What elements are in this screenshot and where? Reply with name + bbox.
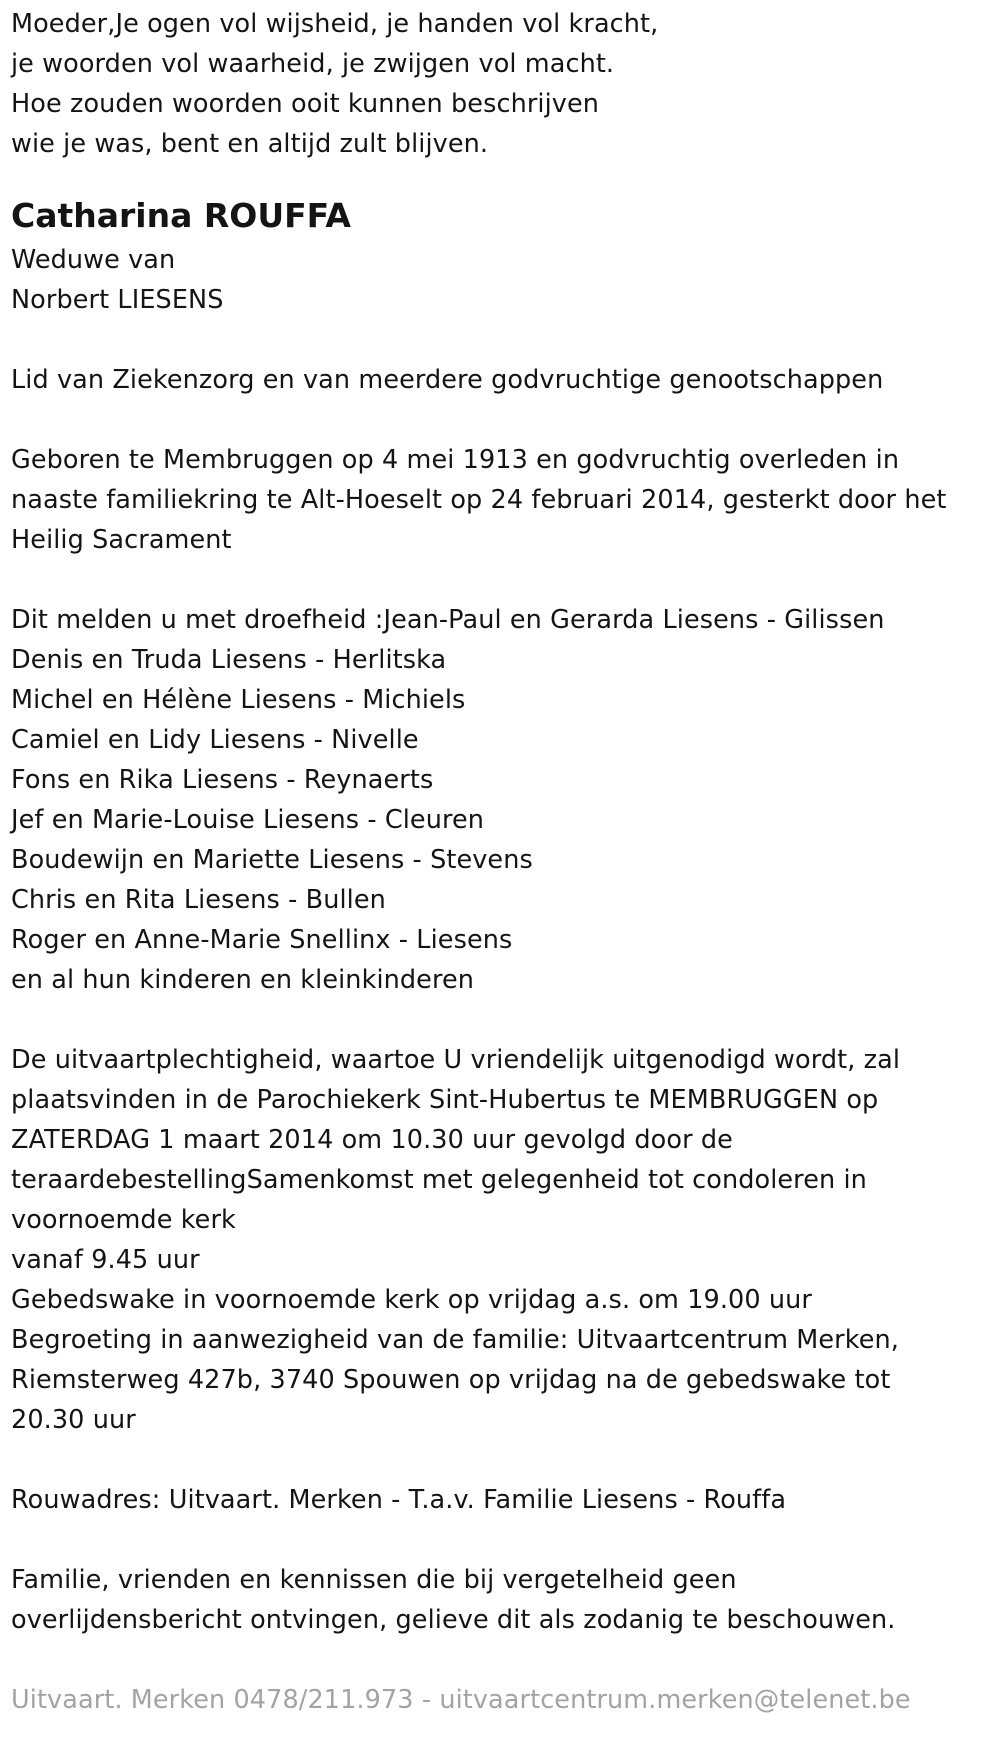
family-line: Boudewijn en Mariette Liesens - Stevens	[11, 845, 533, 875]
ceremony-line: Riemsterweg 427b, 3740 Spouwen op vrijdag na de gebedswake tot	[11, 1365, 891, 1395]
mourning-address: Rouwadres: Uitvaart. Merken - T.a.v. Familie Liesens - Rouffa	[11, 1485, 787, 1515]
ceremony-section	[11, 1040, 991, 1440]
spouse-name: Norbert LIESENS	[11, 285, 224, 315]
family-line: Fons en Rika Liesens - Reynaerts	[11, 765, 434, 795]
poem-line: wie je was, bent en altijd zult blijven.	[11, 129, 489, 159]
closing-line: overlijdensbericht ontvingen, gelieve dit als zodanig te beschouwen.	[11, 1605, 896, 1635]
funeral-home-contact: Uitvaart. Merken 0478/211.973 - uitvaartcentrum.merken@telenet.be	[11, 1685, 911, 1715]
family-line: Camiel en Lidy Liesens - Nivelle	[11, 725, 419, 755]
deceased-name: Catharina ROUFFA	[11, 196, 351, 235]
closing-line: Familie, vrienden en kennissen die bij vergetelheid geen	[11, 1565, 737, 1595]
family-line: Jef en Marie-Louise Liesens - Cleuren	[11, 805, 485, 835]
family-line: Chris en Rita Liesens - Bullen	[11, 885, 386, 915]
spacer	[11, 400, 991, 440]
ceremony-line: vanaf 9.45 uur	[11, 1245, 200, 1275]
family-line: Dit melden u met droefheid :Jean-Paul en Gerarda Liesens - Gilissen	[11, 605, 885, 635]
birth-death-line: Heilig Sacrament	[11, 525, 232, 555]
ceremony-line: 20.30 uur	[11, 1405, 136, 1435]
ceremony-line: teraardebestellingSamenkomst met gelegenheid tot condoleren in	[11, 1165, 867, 1195]
birth-death-line: Geboren te Membruggen op 4 mei 1913 en godvruchtig overleden in	[11, 445, 900, 475]
ceremony-line: ZATERDAG 1 maart 2014 om 10.30 uur gevolgd door de	[11, 1125, 733, 1155]
family-line: Michel en Hélène Liesens - Michiels	[11, 685, 466, 715]
poem-line: je woorden vol waarheid, je zwijgen vol macht.	[11, 49, 615, 79]
widow-label: Weduwe van	[11, 245, 176, 275]
ceremony-line: Begroeting in aanwezigheid van de familie: Uitvaartcentrum Merken,	[11, 1325, 899, 1355]
obituary-document	[11, 4, 991, 1640]
ceremony-line: voornoemde kerk	[11, 1205, 236, 1235]
ceremony-line: De uitvaartplechtigheid, waartoe U vriendelijk uitgenodigd wordt, zal	[11, 1045, 901, 1075]
spacer	[11, 320, 991, 360]
spacer	[11, 560, 991, 600]
birth-death-line: naaste familiekring te Alt-Hoeselt op 24 februari 2014, gesterkt door het	[11, 485, 947, 515]
ceremony-line: Gebedswake in voornoemde kerk op vrijdag a.s. om 19.00 uur	[11, 1285, 813, 1315]
poem	[11, 4, 991, 164]
family-line: en al hun kinderen en kleinkinderen	[11, 965, 475, 995]
family-list	[11, 600, 991, 1000]
membership-text: Lid van Ziekenzorg en van meerdere godvruchtige genootschappen	[11, 365, 884, 395]
birth-death-section	[11, 440, 991, 560]
family-line: Roger en Anne-Marie Snellinx - Liesens	[11, 925, 513, 955]
spacer	[11, 1520, 991, 1560]
ceremony-line: plaatsvinden in de Parochiekerk Sint-Hubertus te MEMBRUGGEN op	[11, 1085, 879, 1115]
spacer	[11, 1440, 991, 1480]
spacer	[11, 1000, 991, 1040]
family-line: Denis en Truda Liesens - Herlitska	[11, 645, 447, 675]
closing-note	[11, 1560, 991, 1640]
poem-line: Moeder,Je ogen vol wijsheid, je handen vol kracht,	[11, 9, 659, 39]
poem-line: Hoe zouden woorden ooit kunnen beschrijven	[11, 89, 600, 119]
